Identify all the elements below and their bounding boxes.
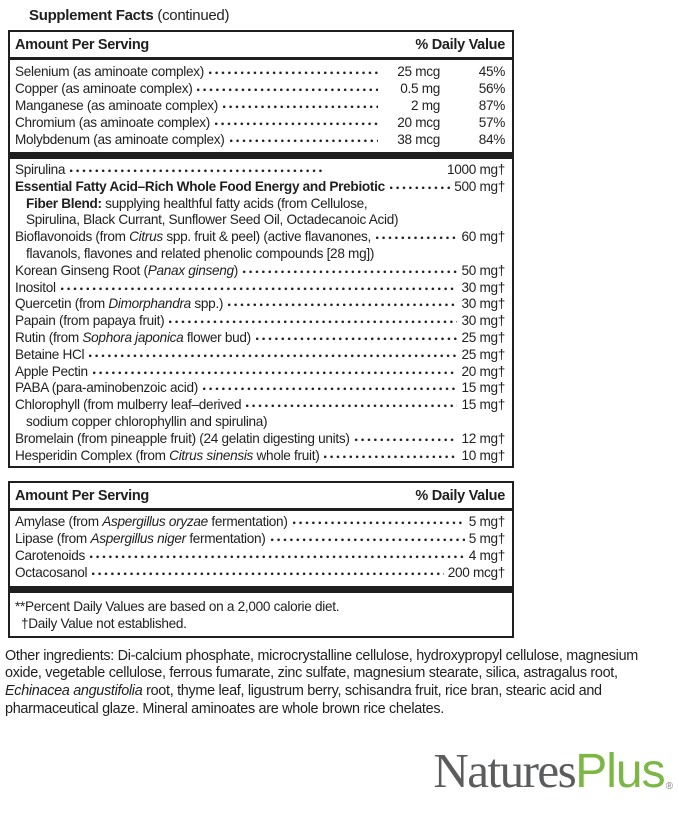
amount-value: 50 mg† xyxy=(461,262,505,278)
table-row xyxy=(10,229,512,246)
text-segment: Inositol xyxy=(15,279,56,295)
dot-leader xyxy=(87,354,457,359)
amount-value: 60 mg† xyxy=(461,229,505,245)
amount-value: 30 mg† xyxy=(461,313,505,329)
amount-value: 38 mcg xyxy=(397,132,440,147)
amount-per-serving-header: Amount Per Serving xyxy=(15,488,149,505)
table-row xyxy=(10,131,512,148)
daily-value-footnote: **Percent Daily Values are based on a 2,000 calorie diet. xyxy=(15,598,340,614)
table-row xyxy=(10,313,512,330)
panel2-header xyxy=(10,483,512,507)
text-segment: Aspergillus niger xyxy=(90,531,186,547)
header-rule xyxy=(10,508,512,511)
daily-value-percent: 56% xyxy=(478,81,505,96)
ingredient-name xyxy=(15,162,65,179)
footnotes xyxy=(10,595,512,636)
amount-value: 25 mcg xyxy=(397,64,440,79)
section-divider-bar xyxy=(10,586,512,593)
table-row xyxy=(10,364,512,381)
ingredient-continuation-line xyxy=(10,246,512,263)
dot-leader xyxy=(167,320,457,325)
amount-value: 4 mg† xyxy=(468,547,505,563)
title-continued: (continued) xyxy=(157,7,230,24)
daily-value-header: % Daily Value xyxy=(415,37,505,53)
amount-per-serving-header: Amount Per Serving xyxy=(15,37,149,53)
table-row xyxy=(10,296,512,313)
table-row xyxy=(10,448,512,465)
daily-value-percent: 87% xyxy=(478,98,505,113)
amount-value: 15 mg† xyxy=(461,380,505,396)
dot-leader xyxy=(254,337,458,342)
text-segment: fermentation) xyxy=(207,514,288,530)
mineral-rows xyxy=(10,62,512,150)
table-row xyxy=(10,514,512,531)
text-segment: ) xyxy=(233,262,239,278)
text-segment: Korean Ginseng Root ( xyxy=(15,262,148,278)
panel1-header xyxy=(10,32,512,56)
page-title xyxy=(29,6,679,25)
table-row xyxy=(10,263,512,280)
text-segment: Manganese (as aminoate complex) xyxy=(15,98,219,113)
text-segment: spp.) xyxy=(190,296,224,312)
dot-leader xyxy=(322,455,457,460)
text-segment: supplying healthful fatty acids (from Cellulose, xyxy=(101,195,368,211)
ingredient-name xyxy=(15,347,84,364)
other-ingredients-paragraph xyxy=(5,648,669,719)
text-segment: Fiber Blend: xyxy=(26,195,102,211)
ingredient-name xyxy=(15,548,85,565)
dot-leader xyxy=(68,169,323,174)
text-segment: Molybdenum (as aminoate complex) xyxy=(15,132,225,147)
ingredient-name xyxy=(15,565,87,582)
text-segment: Lipase (from xyxy=(15,531,91,547)
dot-leader xyxy=(221,105,378,110)
table-row xyxy=(10,565,512,582)
ingredient-name xyxy=(15,280,56,297)
text-segment: Quercetin (from xyxy=(15,296,109,312)
text-segment: Octacosanol xyxy=(15,564,88,580)
ingredient-name xyxy=(15,63,204,80)
table-row xyxy=(10,548,512,565)
table-row xyxy=(10,347,512,364)
dot-leader xyxy=(226,303,457,308)
logo-natures-text: Natures xyxy=(433,743,576,798)
text-segment: Spirulina xyxy=(15,162,66,177)
ingredient-name xyxy=(15,179,385,196)
dot-leader xyxy=(91,371,458,376)
enzyme-rows xyxy=(10,513,512,583)
ingredient-name xyxy=(15,229,371,246)
ingredient-name xyxy=(15,114,210,131)
amount-value: 30 mg† xyxy=(461,296,505,312)
amount-value: 5 mg† xyxy=(468,531,505,547)
brand-logo xyxy=(433,743,673,809)
header-rule xyxy=(10,57,512,60)
dagger-footnote: †Daily Value not established. xyxy=(21,615,187,631)
ingredient-name xyxy=(15,313,164,330)
text-segment: whole fruit) xyxy=(253,447,320,463)
amount-value: 2 mg xyxy=(410,98,440,113)
text-segment: Panax ginseng xyxy=(147,262,234,278)
amount-value: 0.5 mg xyxy=(400,81,440,96)
table-row xyxy=(10,80,512,97)
amount-value: 1000 mg† xyxy=(446,162,505,177)
daily-value-percent: 57% xyxy=(478,115,505,130)
section-divider-bar xyxy=(10,152,512,159)
text-segment: Copper (as aminoate complex) xyxy=(15,81,193,96)
text-segment: Amylase (from xyxy=(15,514,103,530)
ingredient-name xyxy=(15,263,238,280)
table-row xyxy=(10,179,512,196)
table-row xyxy=(10,97,512,114)
text-segment: Citrus xyxy=(129,229,163,245)
text-segment: Echinacea angustifolia xyxy=(5,682,143,699)
text-segment: Bioflavonoids (from xyxy=(15,229,130,245)
text-segment: Other ingredients: Di-calcium phosphate, microcrystalline cellulose, hydroxypropyl cellulose, magnesium oxide, vegetable cellulose, ferrous fumarate, zinc sulfate, magnesium stearate, silica, astragalus root, xyxy=(5,647,638,682)
table-row xyxy=(10,397,512,414)
text-segment: Chlorophyll (from mulberry leaf–derived xyxy=(15,397,242,413)
table-row xyxy=(10,162,512,179)
dot-leader xyxy=(213,122,378,127)
text-segment: root, thyme leaf, ligustrum berry, schisandra fruit, rice bran, stearic acid and pharmaceutical glaze. Mineral aminoates are whole brown rice chelates. xyxy=(5,682,602,717)
dot-leader xyxy=(88,555,465,560)
supplement-facts-panel-1 xyxy=(8,30,514,468)
text-segment: fermentation) xyxy=(185,531,266,547)
dot-leader xyxy=(207,71,378,76)
ingredient-name xyxy=(15,131,225,148)
amount-value: 30 mg† xyxy=(461,279,505,295)
text-segment: Apple Pectin xyxy=(15,363,88,379)
table-row xyxy=(10,280,512,297)
table-row xyxy=(10,330,512,347)
text-segment: spp. fruit & peel) (active flavanones, xyxy=(162,229,372,245)
amount-value: 15 mg† xyxy=(461,397,505,413)
text-segment: Chromium (as aminoate complex) xyxy=(15,115,210,130)
ingredient-name xyxy=(15,330,251,347)
text-segment: PABA (para-aminobenzoic acid) xyxy=(15,380,198,396)
text-segment: Dimorphandra xyxy=(108,296,191,312)
ingredient-continuation-line xyxy=(10,212,512,229)
daily-value-percent: 84% xyxy=(478,132,505,147)
text-segment: sodium copper chlorophyllin and spirulina) xyxy=(26,413,268,429)
ingredient-name xyxy=(15,364,88,381)
dot-leader xyxy=(269,538,465,543)
ingredient-name xyxy=(15,296,223,313)
text-segment: flavanols, flavones and related phenolic compounds [28 mg]) xyxy=(26,245,375,261)
table-row xyxy=(10,114,512,131)
dot-leader xyxy=(244,404,457,409)
dot-leader xyxy=(291,521,465,526)
amount-value: 5 mg† xyxy=(468,514,505,530)
ingredient-continuation-line xyxy=(10,196,512,213)
ingredient-name xyxy=(15,97,218,114)
text-segment: Betaine HCl xyxy=(15,346,85,362)
dot-leader xyxy=(388,186,450,191)
amount-value: 25 mg† xyxy=(461,329,505,345)
text-segment: Bromelain (from pineapple fruit) (24 gelatin digesting units) xyxy=(15,430,350,446)
text-segment: Rutin (from xyxy=(15,329,83,345)
table-row xyxy=(10,431,512,448)
amount-value: 200 mcg† xyxy=(447,564,505,580)
amount-value: 20 mcg xyxy=(397,115,440,130)
dot-leader xyxy=(228,139,378,144)
ingredient-name xyxy=(15,514,288,531)
ingredient-continuation-line xyxy=(10,414,512,431)
dot-leader xyxy=(374,236,457,241)
text-segment: flower bud) xyxy=(183,329,251,345)
text-segment: Spirulina, Black Currant, Sunflower Seed Oil, Octadecanoic Acid) xyxy=(26,212,399,228)
dot-leader xyxy=(353,438,458,443)
amount-value: 500 mg† xyxy=(454,178,505,194)
text-segment: Citrus sinensis xyxy=(169,447,254,463)
ingredient-name xyxy=(15,531,266,548)
logo-plus-text: Plus xyxy=(575,745,665,798)
dot-leader xyxy=(59,287,458,292)
text-segment: Sophora japonica xyxy=(82,329,184,345)
dot-leader xyxy=(241,270,457,275)
amount-value: 25 mg† xyxy=(461,346,505,362)
text-segment: Papain (from papaya fruit) xyxy=(15,313,165,329)
daily-value-percent: 45% xyxy=(478,64,505,79)
dot-leader xyxy=(195,88,378,93)
ingredient-name xyxy=(15,397,241,414)
title-main: Supplement Facts xyxy=(29,7,154,24)
botanical-rows xyxy=(10,161,512,466)
dot-leader xyxy=(90,572,443,577)
amount-value: 20 mg† xyxy=(461,363,505,379)
text-segment: Aspergillus oryzae xyxy=(102,514,208,530)
table-row xyxy=(10,63,512,80)
text-segment: Carotenoids xyxy=(15,547,85,563)
amount-value: 10 mg† xyxy=(461,447,505,463)
ingredient-name xyxy=(15,380,198,397)
ingredient-name xyxy=(15,431,350,448)
supplement-facts-panel-2 xyxy=(8,481,514,637)
daily-value-header: % Daily Value xyxy=(415,488,505,505)
ingredient-name xyxy=(15,448,319,465)
text-segment: Hesperidin Complex (from xyxy=(15,447,170,463)
text-segment: Selenium (as aminoate complex) xyxy=(15,64,204,79)
ingredient-name xyxy=(15,80,192,97)
table-row xyxy=(10,380,512,397)
text-segment: Essential Fatty Acid–Rich Whole Food Energy and Prebiotic xyxy=(15,178,385,194)
table-row xyxy=(10,531,512,548)
supplement-label xyxy=(0,6,679,813)
registered-trademark-icon: ® xyxy=(665,781,673,792)
dot-leader xyxy=(201,387,457,392)
amount-value: 12 mg† xyxy=(461,430,505,446)
